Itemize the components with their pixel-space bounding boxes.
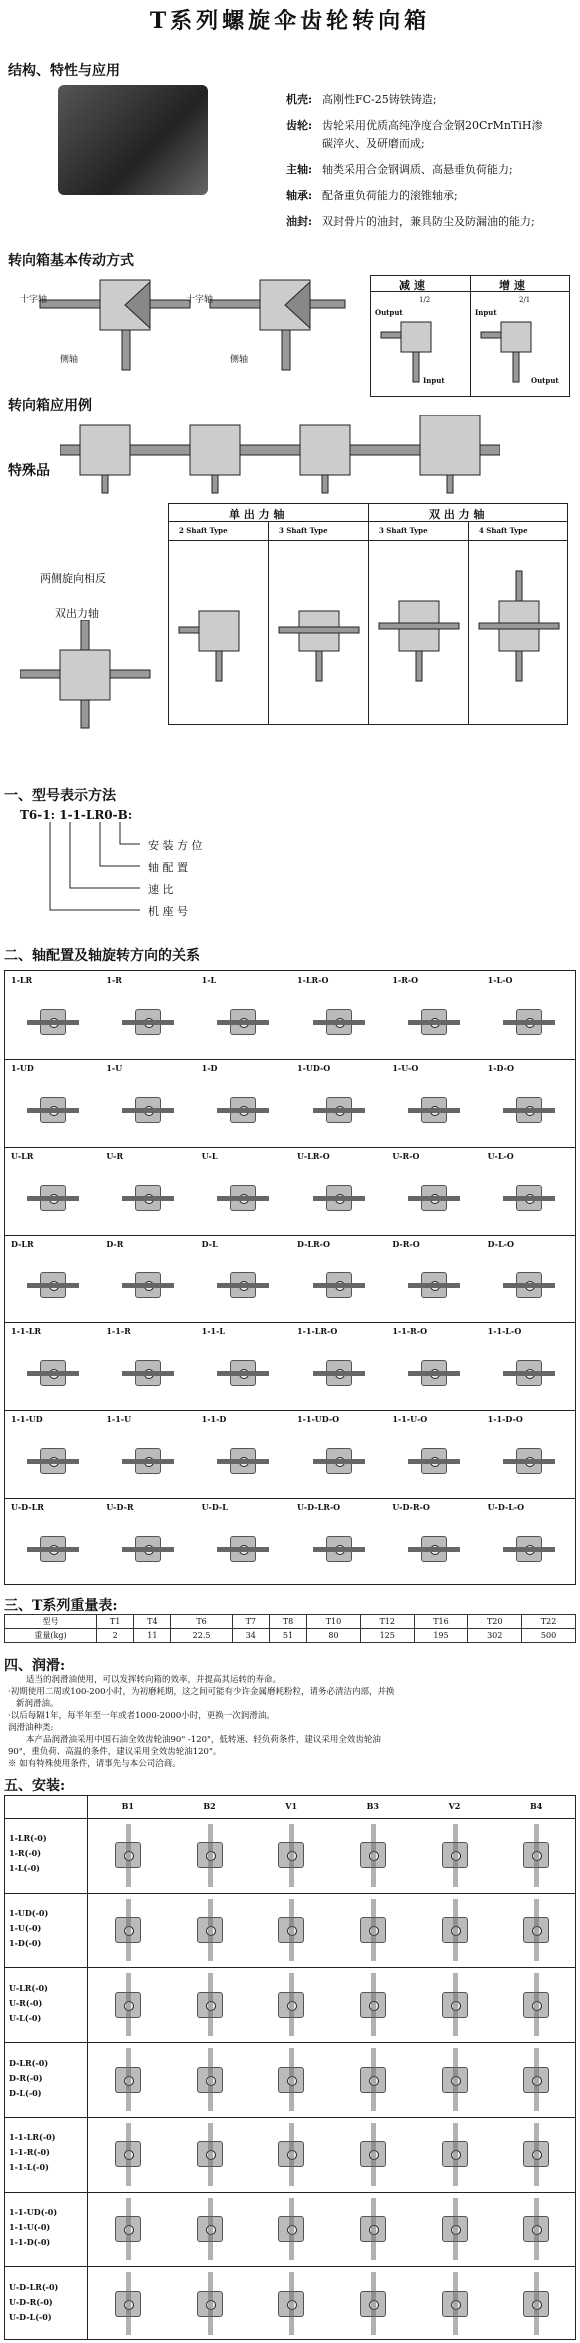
- shaft-icon: [534, 2272, 539, 2335]
- shaft-icon: [208, 2048, 213, 2111]
- install-row-label: 1-UD(-0): [9, 1908, 49, 1919]
- weight-model: T20: [468, 1615, 522, 1629]
- shaft-icon: [289, 1973, 294, 2036]
- shaft-icon: [122, 1547, 174, 1552]
- config-cell: [5, 1410, 100, 1498]
- lube-line: 适当的润滑油使用，可以发挥转向箱的效率，并提高其运转的寿命。: [26, 1675, 282, 1685]
- install-row-label: 1-1-L(-0): [9, 2162, 49, 2173]
- install-row-label: 1-1-R(-0): [9, 2147, 50, 2158]
- config-cell-label: 1-LR-O: [297, 975, 329, 985]
- shaft-icon: [289, 1824, 294, 1887]
- shaft-icon: [217, 1108, 269, 1113]
- config-cell-label: 1-1-UD-O: [297, 1414, 340, 1425]
- special-box: [168, 503, 568, 725]
- config-cell: [291, 1059, 386, 1147]
- config-cell: [196, 1322, 291, 1410]
- shaft-icon: [27, 1283, 79, 1288]
- shaft-icon: [122, 1459, 174, 1464]
- install-row-label: D-L(-0): [9, 2087, 42, 2098]
- shaft-icon: [122, 1283, 174, 1288]
- shaft-icon: [126, 1973, 131, 2036]
- type-3shaft-b: 3 Shaft Type: [379, 526, 428, 535]
- shaft-icon: [453, 1824, 458, 1887]
- output-label-2: Output: [531, 376, 559, 385]
- speed-reduce-label: 减 速: [399, 279, 425, 292]
- install-row-label: U-LR(-0): [9, 1982, 48, 1993]
- config-cell-label: 1-1-L-O: [487, 1326, 522, 1337]
- section-model-heading: 一、型号表示方法: [4, 788, 116, 804]
- shaft-icon: [313, 1196, 365, 1201]
- shaft-icon: [27, 1020, 79, 1025]
- config-cell: [196, 1235, 291, 1323]
- install-row-divider: [5, 2117, 575, 2118]
- install-row-divider: [5, 2042, 575, 2043]
- weight-value: 11: [134, 1629, 171, 1643]
- input-label-2: Input: [475, 308, 497, 317]
- shaft-icon: [122, 1371, 174, 1376]
- config-cell: [386, 1059, 481, 1147]
- shaft-icon: [27, 1196, 79, 1201]
- feature-line: 机壳: 高刚性FC-25铸铁铸造;: [286, 93, 437, 106]
- config-cell-label: 1-D-O: [487, 1062, 514, 1073]
- install-col-header: V1: [285, 1801, 298, 1811]
- install-row-label: 1-L(-0): [9, 1863, 40, 1874]
- weight-value: 2: [97, 1629, 134, 1643]
- config-cell: [386, 1322, 481, 1410]
- drive-label-side1: 侧轴: [60, 355, 79, 365]
- weight-model: T22: [522, 1615, 576, 1629]
- shaft-icon: [122, 1108, 174, 1113]
- type-2shaft: 2 Shaft Type: [179, 526, 228, 535]
- install-row-divider: [5, 1893, 575, 1894]
- features-list: [286, 92, 576, 230]
- config-cell: [386, 1235, 481, 1323]
- install-col-header: B1: [121, 1801, 134, 1811]
- drive-label-side2: 侧轴: [230, 355, 249, 365]
- weight-value-row: [5, 1629, 576, 1643]
- config-cell: [5, 1498, 100, 1586]
- shaft-icon: [453, 2123, 458, 2186]
- shaft-icon: [289, 2123, 294, 2186]
- config-cell: [386, 1498, 481, 1586]
- shaft-icon: [126, 2198, 131, 2261]
- model-item-ratio: 速 比: [148, 883, 174, 896]
- shaft-icon: [503, 1020, 555, 1025]
- shaft-icon: [503, 1283, 555, 1288]
- feature-line: 油封: 双封骨片的油封，兼具防尘及防漏油的能力;: [286, 215, 535, 228]
- config-cell: [100, 1410, 195, 1498]
- shaft-icon: [313, 1459, 365, 1464]
- weight-value: 80: [307, 1629, 361, 1643]
- shaft-icon: [208, 2198, 213, 2261]
- weight-head-label: 型号: [5, 1615, 97, 1629]
- shaft-icon: [503, 1547, 555, 1552]
- shaft-icon: [313, 1283, 365, 1288]
- config-cell: [5, 1147, 100, 1235]
- config-cell-label: 1-L-O: [487, 975, 513, 985]
- shaft-icon: [313, 1371, 365, 1376]
- config-cell: [386, 1147, 481, 1235]
- install-header-divider: [5, 1818, 575, 1819]
- shaft-icon: [503, 1196, 555, 1201]
- model-code: T6-1: 1-1-LR0-B:: [20, 808, 133, 822]
- weight-value: 125: [360, 1629, 414, 1643]
- single-shaft-label: 单 出 力 轴: [229, 508, 285, 521]
- install-row-label: D-LR(-0): [9, 2057, 49, 2068]
- install-row-label: U-L(-0): [9, 2012, 42, 2023]
- lube-text: [8, 1674, 576, 1770]
- shaft-icon: [534, 1824, 539, 1887]
- config-cell: [291, 971, 386, 1059]
- config-cell: [482, 1410, 577, 1498]
- speed-diagram: [371, 292, 569, 396]
- type-4shaft: 4 Shaft Type: [479, 526, 528, 535]
- config-cell-label: 1-UD: [11, 1062, 34, 1073]
- drive-label-cross1: 十字轴: [20, 295, 48, 305]
- install-row-divider: [5, 2266, 575, 2267]
- config-cell: [482, 1235, 577, 1323]
- config-cell-label: U-D-L-O: [487, 1502, 525, 1513]
- shaft-icon: [453, 1973, 458, 2036]
- config-cell: [5, 1059, 100, 1147]
- shaft-icon: [408, 1196, 460, 1201]
- shaft-icon: [289, 2048, 294, 2111]
- shaft-icon: [408, 1108, 460, 1113]
- shaft-icon: [453, 1899, 458, 1962]
- config-cell-label: 1-1-R: [106, 1326, 131, 1337]
- config-cell: [291, 1410, 386, 1498]
- install-row-divider: [5, 1967, 575, 1968]
- lube-line: ·以后每隔1年，每半年至一年或者1000-2000小时，更换一次润滑油。: [8, 1711, 275, 1721]
- config-cell: [100, 1322, 195, 1410]
- weight-model: T12: [360, 1615, 414, 1629]
- install-row-label: 1-R(-0): [9, 1848, 41, 1859]
- config-cell: [196, 1410, 291, 1498]
- config-cell: [482, 1322, 577, 1410]
- section-structure-heading: 结构、特性与应用: [8, 63, 120, 79]
- install-col-header: B2: [203, 1801, 216, 1811]
- weight-value: 34: [232, 1629, 269, 1643]
- shaft-icon: [534, 1899, 539, 1962]
- output-label: Output: [375, 308, 403, 317]
- drive-label-cross2: 十字轴: [186, 295, 214, 305]
- section-lube-heading: 四、润滑:: [4, 1658, 66, 1674]
- weight-header-row: [5, 1615, 576, 1629]
- lube-line: 润滑油种类:: [8, 1723, 54, 1733]
- shaft-icon: [126, 1899, 131, 1962]
- feature-line: 齿轮: 齿轮采用优质高纯净度合金钢20CrMnTiH渗: [286, 119, 543, 132]
- config-cell-label: 1-R: [106, 975, 122, 985]
- config-cell-label: D-LR-O: [297, 1238, 330, 1249]
- config-cell: [291, 1235, 386, 1323]
- lube-line: 新润滑油。: [16, 1699, 59, 1709]
- config-cell-label: U-L: [201, 1150, 218, 1161]
- config-cell-label: U-L-O: [487, 1150, 514, 1161]
- speed-increase-label: 增 速: [499, 279, 525, 292]
- weight-table: [4, 1614, 576, 1643]
- shaft-icon: [371, 2198, 376, 2261]
- shaft-icon: [217, 1196, 269, 1201]
- speed-box: [370, 275, 570, 397]
- config-cell: [482, 1498, 577, 1586]
- config-cell: [386, 971, 481, 1059]
- install-row-label: 1-1-U(-0): [9, 2221, 51, 2232]
- config-cell-label: U-D-L: [201, 1502, 228, 1513]
- weight-model: T6: [171, 1615, 232, 1629]
- config-cell: [482, 1059, 577, 1147]
- shaft-icon: [126, 2048, 131, 2111]
- model-item-shaft: 轴 配 置: [148, 861, 188, 874]
- shaft-icon: [371, 1973, 376, 2036]
- shaft-icon: [503, 1371, 555, 1376]
- shaft-icon: [126, 1824, 131, 1887]
- shaft-icon: [208, 1899, 213, 1962]
- config-cell: [196, 1059, 291, 1147]
- shaft-icon: [408, 1283, 460, 1288]
- shaft-icon: [371, 1899, 376, 1962]
- lube-line: ※ 如有特殊使用条件，请事先与本公司洽商。: [8, 1759, 181, 1769]
- config-cell: [196, 1147, 291, 1235]
- weight-value: 302: [468, 1629, 522, 1643]
- shaft-icon: [534, 2048, 539, 2111]
- config-cell-label: 1-1-R-O: [392, 1326, 428, 1337]
- application-diagram: [60, 415, 500, 495]
- install-row-divider: [5, 2192, 575, 2193]
- install-row-label: 1-D(-0): [9, 1938, 42, 1949]
- install-grid: [4, 1795, 576, 2340]
- install-col-header: B3: [366, 1801, 379, 1811]
- shaft-icon: [208, 1824, 213, 1887]
- shaft-icon: [217, 1371, 269, 1376]
- config-cell-label: 1-U: [106, 1062, 123, 1073]
- section-drive-heading: 转向箱基本传动方式: [8, 253, 134, 269]
- shaft-icon: [453, 2048, 458, 2111]
- ratio-increase: 2/1: [519, 296, 531, 304]
- shaft-icon: [408, 1020, 460, 1025]
- shaft-icon: [503, 1459, 555, 1464]
- weight-value: 500: [522, 1629, 576, 1643]
- config-cell-label: D-R: [106, 1238, 124, 1249]
- config-cell-label: D-LR: [11, 1238, 34, 1249]
- config-cell: [5, 1322, 100, 1410]
- config-cell-label: 1-1-D-O: [487, 1414, 523, 1425]
- shaft-icon: [217, 1283, 269, 1288]
- config-cell-label: 1-R-O: [392, 975, 419, 985]
- shaft-icon: [453, 2198, 458, 2261]
- install-row-label: 1-U(-0): [9, 1923, 42, 1934]
- shaft-icon: [371, 1824, 376, 1887]
- shaft-icon: [122, 1196, 174, 1201]
- config-cell: [482, 971, 577, 1059]
- install-label-divider: [87, 1796, 88, 2339]
- shaft-icon: [534, 1973, 539, 2036]
- weight-model: T1: [97, 1615, 134, 1629]
- config-cell-label: 1-LR: [11, 975, 33, 985]
- shaft-icon: [27, 1459, 79, 1464]
- shaft-icon: [408, 1459, 460, 1464]
- section-special-heading: 特殊品: [8, 463, 50, 479]
- shaft-icon: [289, 2198, 294, 2261]
- special-types-diagram: [169, 541, 567, 724]
- install-row-label: U-D-R(-0): [9, 2296, 53, 2307]
- shaft-icon: [408, 1371, 460, 1376]
- weight-model: T16: [414, 1615, 468, 1629]
- config-cell-label: 1-1-UD: [11, 1414, 43, 1425]
- shaft-icon: [453, 2272, 458, 2335]
- install-row-label: 1-1-D(-0): [9, 2236, 51, 2247]
- config-cell-label: 1-1-D: [201, 1414, 227, 1425]
- weight-value: 22.5: [171, 1629, 232, 1643]
- weight-value: 195: [414, 1629, 468, 1643]
- config-cell: [386, 1410, 481, 1498]
- install-row-label: U-D-L(-0): [9, 2311, 52, 2322]
- model-item-frame: 机 座 号: [148, 905, 188, 918]
- gearbox-image: [58, 85, 208, 195]
- config-grid: [4, 970, 576, 1585]
- install-row-label: 1-LR(-0): [9, 1833, 47, 1844]
- config-cell-label: 1-1-L: [201, 1326, 226, 1337]
- lube-line: 90"，重负荷、高温的条件，建议采用全效齿轮油120"。: [8, 1747, 222, 1757]
- type-3shaft-a: 3 Shaft Type: [279, 526, 328, 535]
- shaft-icon: [534, 2198, 539, 2261]
- config-cell: [100, 1147, 195, 1235]
- double-shaft-label: 双 出 力 轴: [429, 508, 485, 521]
- weight-label: 重量(kg): [5, 1629, 97, 1643]
- section-install-heading: 五、安装:: [4, 1778, 66, 1794]
- weight-model: T4: [134, 1615, 171, 1629]
- shaft-icon: [126, 2123, 131, 2186]
- feature-line: 轴承: 配备重负荷能力的滚锥轴承;: [286, 189, 458, 202]
- special-diagram: [20, 620, 160, 730]
- config-cell-label: 1-D: [201, 1062, 218, 1073]
- lube-line: 本产品润滑油采用中国石油全效齿轮油90" -120"，低转速、轻负荷条件，建议采用全效齿轮油: [26, 1735, 381, 1745]
- model-item-mounting: 安 装 方 位: [148, 839, 203, 852]
- shaft-icon: [208, 1973, 213, 2036]
- config-cell-label: 1-1-LR: [11, 1326, 42, 1337]
- shaft-icon: [371, 2272, 376, 2335]
- feature-line: 主轴: 轴类采用合金钢调质、高悬垂负荷能力;: [286, 163, 513, 176]
- config-cell-label: 1-1-LR-O: [297, 1326, 338, 1337]
- config-cell: [5, 971, 100, 1059]
- install-row-label: D-R(-0): [9, 2072, 43, 2083]
- shaft-icon: [313, 1108, 365, 1113]
- shaft-icon: [208, 2123, 213, 2186]
- config-cell-label: 1-1-U: [106, 1414, 132, 1425]
- shaft-icon: [371, 2048, 376, 2111]
- config-cell: [100, 971, 195, 1059]
- shaft-icon: [289, 2272, 294, 2335]
- config-cell-label: U-D-LR: [11, 1502, 44, 1513]
- install-row-label: U-D-LR(-0): [9, 2281, 59, 2292]
- feature-line: 碳淬火、及研磨而成;: [322, 137, 425, 150]
- section-config-heading: 二、轴配置及轴旋转方向的关系: [4, 948, 200, 964]
- shaft-icon: [27, 1547, 79, 1552]
- config-cell: [291, 1147, 386, 1235]
- config-cell-label: U-R-O: [392, 1150, 420, 1161]
- lube-line: ·初期使用二周或100-200小时，为初磨耗期，这之间可能有少许金属磨耗粉粒，请务必清洁内部，并换: [8, 1687, 395, 1697]
- config-cell-label: U-R: [106, 1150, 124, 1161]
- shaft-icon: [313, 1020, 365, 1025]
- install-row-label: U-R(-0): [9, 1997, 43, 2008]
- install-col-header: B4: [529, 1801, 543, 1811]
- config-cell-label: 1-UD-O: [297, 1062, 331, 1073]
- config-cell: [196, 971, 291, 1059]
- config-cell: [291, 1322, 386, 1410]
- config-cell-label: U-LR: [11, 1150, 34, 1161]
- config-cell: [100, 1498, 195, 1586]
- config-cell-label: D-R-O: [392, 1238, 420, 1249]
- config-cell-label: U-D-R-O: [392, 1502, 430, 1513]
- shaft-icon: [126, 2272, 131, 2335]
- install-row-label: 1-1-UD(-0): [9, 2206, 58, 2217]
- config-cell-label: 1-L: [201, 975, 217, 985]
- config-cell-label: 1-1-U-O: [392, 1414, 428, 1425]
- install-col-header: V2: [448, 1801, 461, 1811]
- config-cell: [482, 1147, 577, 1235]
- shaft-icon: [534, 2123, 539, 2186]
- page-title: T系列螺旋伞齿轮转向箱: [149, 8, 431, 34]
- shaft-icon: [27, 1108, 79, 1113]
- special-opposite-label: 两侧旋向相反: [40, 572, 106, 585]
- weight-value: 51: [269, 1629, 306, 1643]
- config-cell-label: 1-U-O: [392, 1062, 419, 1073]
- shaft-icon: [313, 1547, 365, 1552]
- config-cell-label: U-D-R: [106, 1502, 134, 1513]
- section-weight-heading: 三、T系列重量表:: [4, 1598, 118, 1614]
- config-cell: [291, 1498, 386, 1586]
- shaft-icon: [217, 1459, 269, 1464]
- shaft-icon: [503, 1108, 555, 1113]
- shaft-icon: [408, 1547, 460, 1552]
- weight-model: T8: [269, 1615, 306, 1629]
- weight-model: T7: [232, 1615, 269, 1629]
- shaft-icon: [27, 1371, 79, 1376]
- shaft-icon: [371, 2123, 376, 2186]
- weight-model: T10: [307, 1615, 361, 1629]
- config-cell: [100, 1235, 195, 1323]
- config-cell-label: U-LR-O: [297, 1150, 330, 1161]
- shaft-icon: [217, 1547, 269, 1552]
- shaft-icon: [289, 1899, 294, 1962]
- input-label: Input: [423, 376, 445, 385]
- shaft-icon: [208, 2272, 213, 2335]
- shaft-icon: [217, 1020, 269, 1025]
- config-cell-label: D-L: [201, 1238, 218, 1249]
- config-cell: [5, 1235, 100, 1323]
- model-lines: [40, 822, 140, 922]
- config-cell: [196, 1498, 291, 1586]
- special-double-shaft-label: 双出力轴: [55, 607, 99, 620]
- config-cell: [100, 1059, 195, 1147]
- ratio-reduce: 1/2: [419, 296, 431, 304]
- config-cell-label: D-L-O: [487, 1238, 514, 1249]
- config-cell-label: U-D-LR-O: [297, 1502, 341, 1513]
- install-row-label: 1-1-LR(-0): [9, 2132, 56, 2143]
- section-app-heading: 转向箱应用例: [8, 398, 92, 414]
- shaft-icon: [122, 1020, 174, 1025]
